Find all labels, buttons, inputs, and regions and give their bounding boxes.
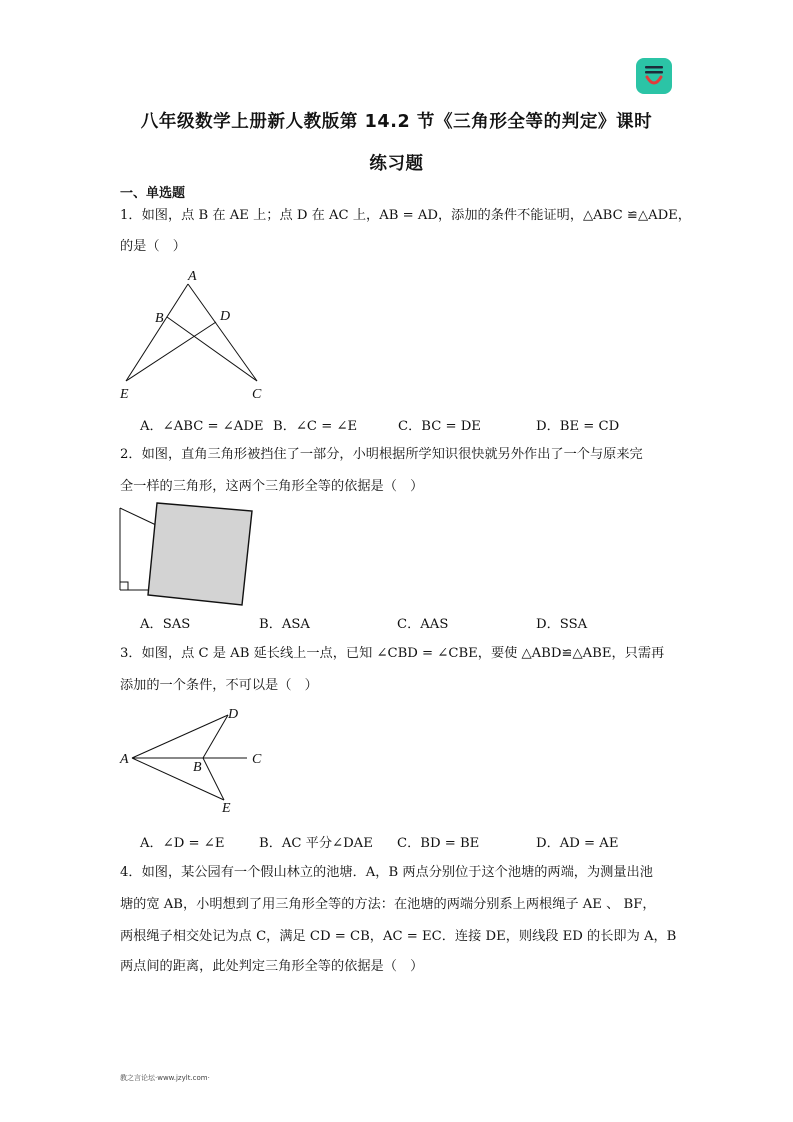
q3-option-c[interactable]: C．BD = BE [397, 836, 480, 851]
q4-text-line2: 塘的宽 AB，小明想到了用三角形全等的方法：在池塘的两端分别系上两根绳子 AE 、 BF， [120, 897, 656, 912]
q4-text-line1: 4．如图，某公园有一个假山林立的池塘．A，B 两点分别位于这个池塘的两端，为测量出池 [120, 865, 653, 880]
q1-label-a: A [188, 269, 197, 284]
q2-figure [112, 500, 257, 612]
q2-option-a[interactable]: A．SAS [140, 617, 191, 632]
q3-label-c: C [252, 752, 262, 767]
q2-option-b[interactable]: B．ASA [259, 617, 310, 632]
q2-option-d[interactable]: D．SSA [536, 617, 588, 632]
q1-label-b: B [155, 311, 164, 326]
q3-label-a: A [120, 752, 129, 767]
q1-label-c: C [252, 387, 262, 402]
doc-logo-icon [636, 58, 672, 94]
page-title-line2: 练习题 [369, 154, 424, 174]
logo-glyph [636, 58, 672, 94]
section-title: 一、单选题 [120, 186, 186, 201]
q1-text-line2: 的是（ ） [120, 239, 186, 254]
q1-label-e: E [120, 387, 129, 402]
q1-option-d[interactable]: D．BE = CD [536, 419, 620, 434]
q2-option-c[interactable]: C．AAS [397, 617, 449, 632]
q3-label-d: D [228, 707, 239, 722]
page-title: 八年级数学上册新人教版第 14.2 节《三角形全等的判定》课时 [140, 112, 653, 132]
q1-option-b[interactable]: B．∠C = ∠E [273, 419, 358, 434]
page-footer: 教之言论坛·www.jzylt.com· [120, 1074, 210, 1082]
q3-text-line1: 3．如图，点 C 是 AB 延长线上一点，已知 ∠CBD = ∠CBE，要使 △ABD≌△ABE，只需再 [120, 646, 665, 661]
q1-option-c[interactable]: C．BC = DE [398, 419, 481, 434]
q3-figure [112, 700, 272, 820]
q4-text-line4: 两点间的距离，此处判定三角形全等的依据是（ ） [120, 959, 424, 974]
q1-figure [112, 264, 282, 402]
q3-text-line2: 添加的一个条件，不可以是（ ） [120, 678, 318, 693]
q2-text-line1: 2．如图，直角三角形被挡住了一部分，小明根据所学知识很快就另外作出了一个与原来完 [120, 447, 643, 462]
q3-option-b[interactable]: B．AC 平分∠DAE [259, 836, 373, 851]
q3-label-b: B [193, 760, 202, 775]
q1-label-d: D [220, 309, 231, 324]
covering-rectangle [148, 503, 252, 605]
q3-label-e: E [222, 801, 231, 816]
q3-option-d[interactable]: D．AD = AE [536, 836, 619, 851]
q1-option-a[interactable]: A．∠ABC = ∠ADE [140, 419, 264, 434]
q3-option-a[interactable]: A．∠D = ∠E [140, 836, 225, 851]
q4-text-line3: 两根绳子相交处记为点 C，满足 CD = CB，AC = EC．连接 DE，则线段 ED 的长即为 A，B [120, 929, 677, 944]
q2-text-line2: 全一样的三角形，这两个三角形全等的依据是（ ） [120, 479, 424, 494]
q1-text-line1: 1．如图，点 B 在 AE 上；点 D 在 AC 上，AB = AD，添加的条件不能证明，△ABC ≌△ADE， [120, 208, 691, 223]
